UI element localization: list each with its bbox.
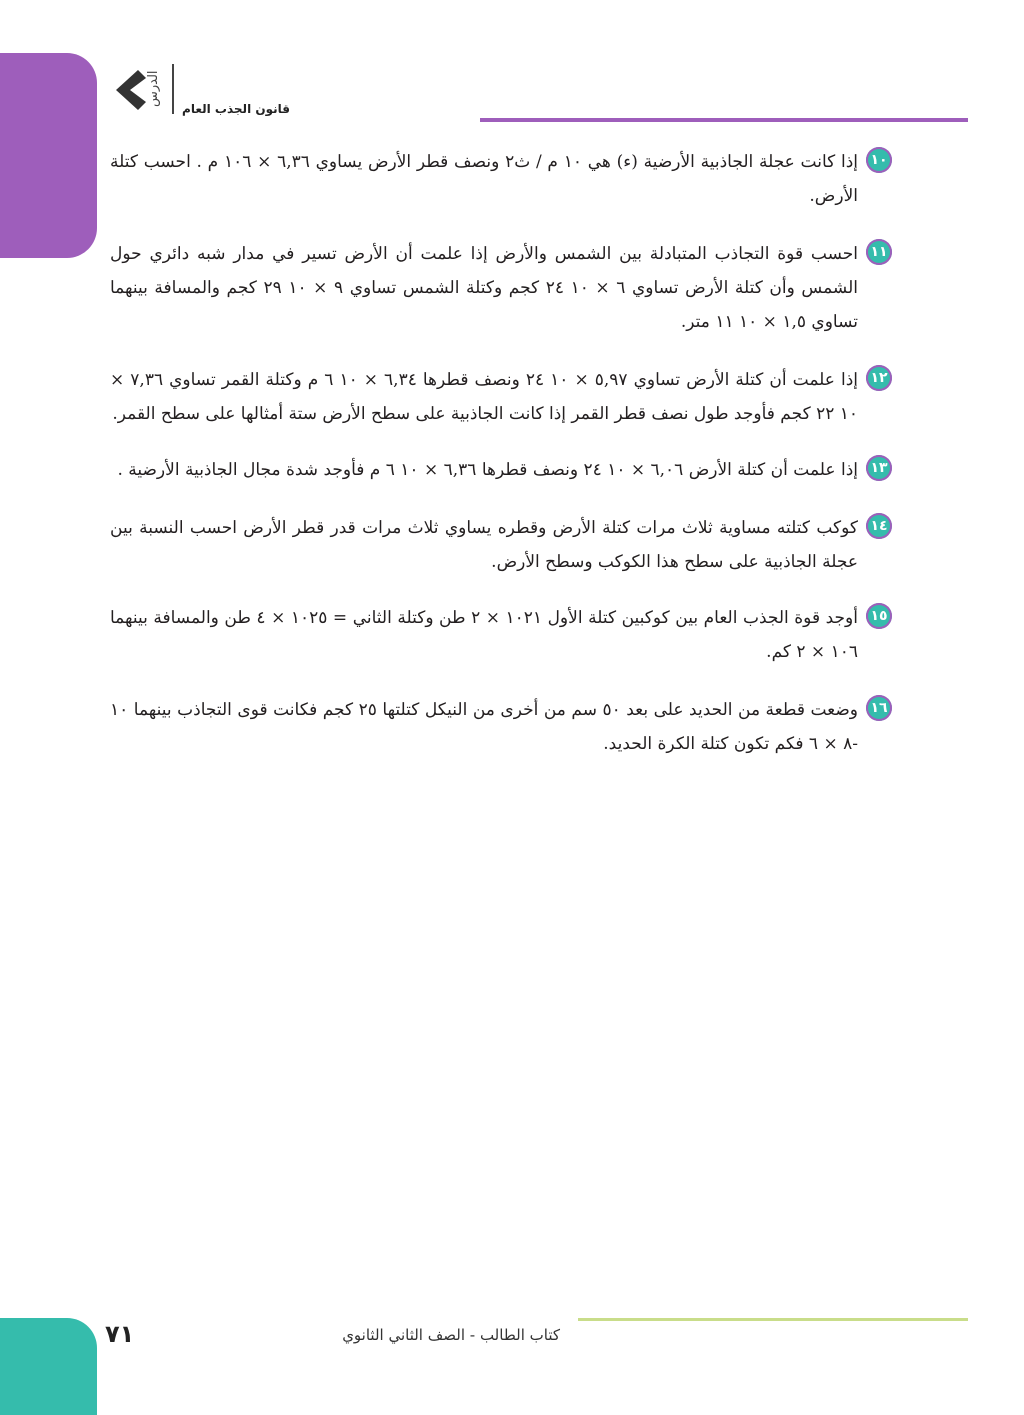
problem-text: إذا كانت عجلة الجاذبية الأرضية (ء) هي ١٠ م / ث٢ ونصف قطر الأرض يساوي ٦,٣٦ × ١٠٦ م . احسب كتلة الأرض. — [110, 152, 859, 206]
lesson-title: قانون الجذب العام — [182, 102, 290, 116]
problem-number: ١١ — [866, 239, 892, 265]
page-number: ٧١ — [105, 1320, 135, 1348]
problem-number: ١٥ — [866, 603, 892, 629]
problem-13 — [110, 453, 892, 487]
problem-text: احسب قوة التجاذب المتبادلة بين الشمس والأرض إذا علمت أن الأرض تسير في مدار شبه دائري حول الشمس وأن كتلة الأرض تساوي ٦ × ١٠ ٢٤ كجم وكتلة الشمس تساوي ٩ × ١٠ ٢٩ كجم والمسافة بينهما تساوي ١,٥ × ١٠ ١١ متر. — [110, 244, 858, 332]
problem-14 — [110, 511, 892, 579]
problem-text: كوكب كتلته مساوية ثلاث مرات كتلة الأرض وقطره يساوي ثلاث مرات قدر قطر الأرض احسب النسبة بين عجلة الجاذبية على سطح هذا الكوكب وسطح الأرض. — [110, 518, 858, 572]
problem-11 — [110, 237, 892, 339]
problem-number: ١٢ — [866, 365, 892, 391]
teal-side-tab — [0, 1318, 97, 1415]
problem-number: ١٦ — [866, 695, 892, 721]
problem-12 — [110, 363, 892, 431]
header-divider — [480, 118, 968, 122]
problem-text: إذا علمت أن كتلة الأرض ٦,٠٦ × ١٠ ٢٤ ونصف قطرها ٦,٣٦ × ١٠ ٦ م فأوجد شدة مجال الجاذبية الأرضية . — [117, 460, 858, 480]
problem-number: ١٤ — [866, 513, 892, 539]
problem-text: أوجد قوة الجذب العام بين كوكبين كتلة الأول ١٠٢١ × ٢ طن وكتلة الثاني = ١٠٢٥ × ٤ طن والمسافة بينهما ١٠٦ × ٢ كم. — [110, 608, 858, 662]
problem-number: ١٠ — [866, 147, 892, 173]
lesson-chevron-icon — [108, 68, 150, 112]
purple-side-tab — [0, 53, 97, 258]
problem-16 — [110, 693, 892, 761]
problem-10 — [110, 145, 892, 213]
footer-divider — [578, 1318, 968, 1321]
footer-book-title: كتاب الطالب - الصف الثاني الثانوي — [342, 1326, 560, 1344]
problem-text: إذا علمت أن كتلة الأرض تساوي ٥,٩٧ × ١٠ ٢٤ ونصف قطرها ٦,٣٤ × ١٠ ٦ م وكتلة القمر تساوي ٧,٣٦ × ١٠ ٢٢ كجم فأوجد طول نصف قطر القمر إذا كانت الجاذبية على سطح الأرض ستة أمثالها على سطح القمر. — [110, 370, 858, 424]
problem-number: ١٣ — [866, 455, 892, 481]
lesson-label: الدرس — [146, 70, 161, 108]
problem-15 — [110, 601, 892, 669]
problem-text: وضعت قطعة من الحديد على بعد ٥٠ سم من أخرى من النيكل كتلتها ٢٥ كجم فكانت قوى التجاذب بينهما ١٠ -٨ × ٦ فكم تكون كتلة الكرة الحديد. — [110, 700, 858, 754]
